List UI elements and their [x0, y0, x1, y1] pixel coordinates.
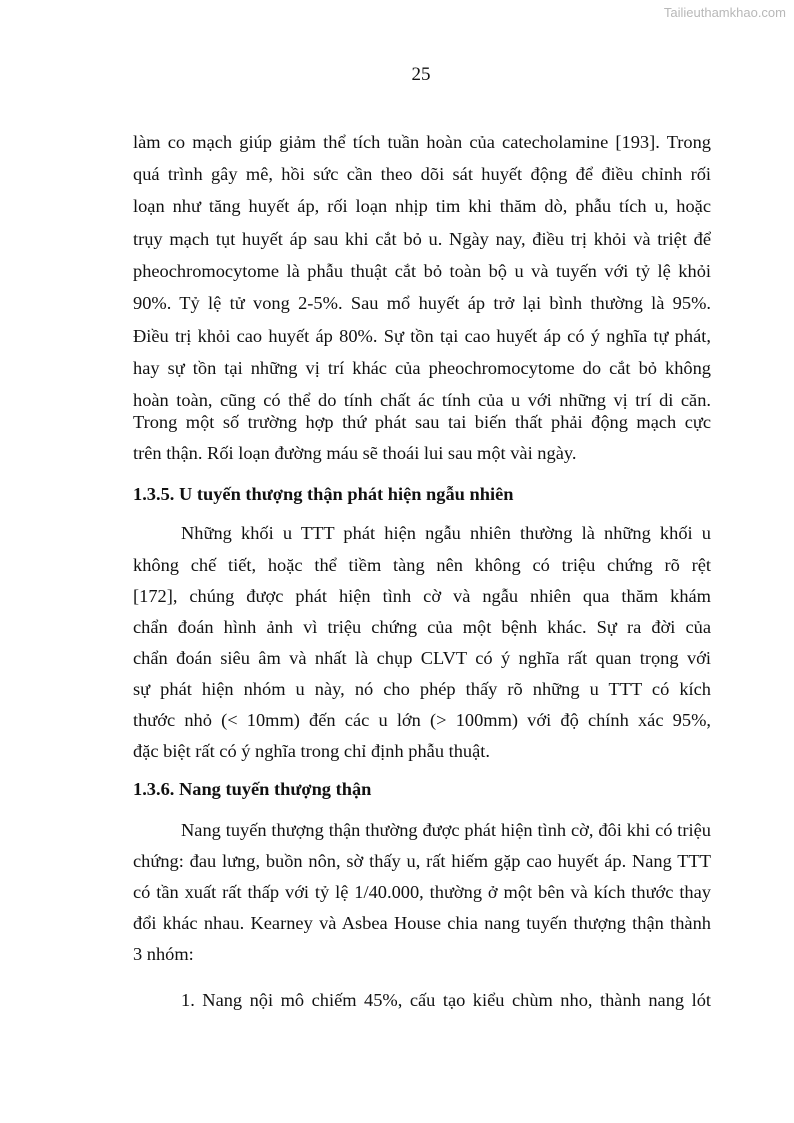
text-line: làm co mạch giúp giảm thể tích tuần hoàn của catecholamine [193]. Trong — [133, 132, 711, 152]
text-line: 90%. Tỷ lệ tử vong 2-5%. Sau mổ huyết áp trở lại bình thường là 95%. — [133, 293, 711, 313]
text-line: Nang tuyến thượng thận thường được phát hiện tình cờ, đôi khi có triệu — [181, 820, 711, 840]
text-line: trụy mạch tụt huyết áp sau khi cắt bỏ u. Ngày nay, điều trị khỏi và triệt để — [133, 229, 711, 249]
section-heading: 1.3.6. Nang tuyến thượng thận — [133, 779, 372, 799]
text-line: có tần xuất rất thấp với tỷ lệ 1/40.000, thường ở một bên và kích thước thay — [133, 882, 711, 902]
text-line: [172], chúng được phát hiện tình cờ và ngẫu nhiên qua thăm khám — [133, 586, 711, 606]
text-line: 3 nhóm: — [133, 944, 194, 964]
text-line: trên thận. Rối loạn đường máu sẽ thoái lui sau một vài ngày. — [133, 443, 577, 463]
text-line: Điều trị khỏi cao huyết áp 80%. Sự tồn tại cao huyết áp có ý nghĩa tự phát, — [133, 326, 711, 346]
page-number: 25 — [411, 64, 431, 85]
text-line: loạn như tăng huyết áp, rối loạn nhịp tim khi thăm dò, phẫu tích u, hoặc — [133, 196, 711, 216]
text-line: chứng: đau lưng, buồn nôn, sờ thấy u, rất hiếm gặp cao huyết áp. Nang TTT — [133, 851, 711, 871]
section-heading: 1.3.5. U tuyến thượng thận phát hiện ngẫu nhiên — [133, 484, 514, 504]
text-line: sự phát hiện nhóm u này, nó cho phép thấy rõ những u TTT có kích — [133, 679, 711, 699]
text-line: quá trình gây mê, hồi sức cần theo dõi sát huyết động để điều chỉnh rối — [133, 164, 711, 184]
text-line: chẩn đoán hình ảnh vì triệu chứng của một bệnh khác. Sự ra đời của — [133, 617, 711, 637]
text-line: hoàn toàn, cũng có thể do tính chất ác tính của u với những vị trí di căn. — [133, 390, 711, 410]
text-line: đặc biệt rất có ý nghĩa trong chỉ định phẫu thuật. — [133, 741, 490, 761]
watermark: Tailieuthamkhao.com — [663, 5, 786, 20]
text-line: 1. Nang nội mô chiếm 45%, cấu tạo kiểu chùm nho, thành nang lót — [181, 990, 711, 1010]
text-line: Những khối u TTT phát hiện ngẫu nhiên thường là những khối u — [181, 523, 711, 543]
text-line: Trong một số trường hợp thứ phát sau tai biến thất phải động mạch cực — [133, 412, 711, 432]
text-line: đổi khác nhau. Kearney và Asbea House chia nang tuyến thượng thận thành — [133, 913, 711, 933]
text-line: không chế tiết, hoặc thể tiềm tàng nên không có triệu chứng rõ rệt — [133, 555, 711, 575]
text-line: hay sự tồn tại những vị trí khác của pheochromocytome do cắt bỏ không — [133, 358, 711, 378]
text-line: chẩn đoán siêu âm và nhất là chụp CLVT có ý nghĩa rất quan trọng với — [133, 648, 711, 668]
text-line: pheochromocytome là phẫu thuật cắt bỏ toàn bộ u và tuyến với tỷ lệ khỏi — [133, 261, 711, 281]
text-line: thước nhỏ (< 10mm) đến các u lớn (> 100mm) với độ chính xác 95%, — [133, 710, 711, 730]
